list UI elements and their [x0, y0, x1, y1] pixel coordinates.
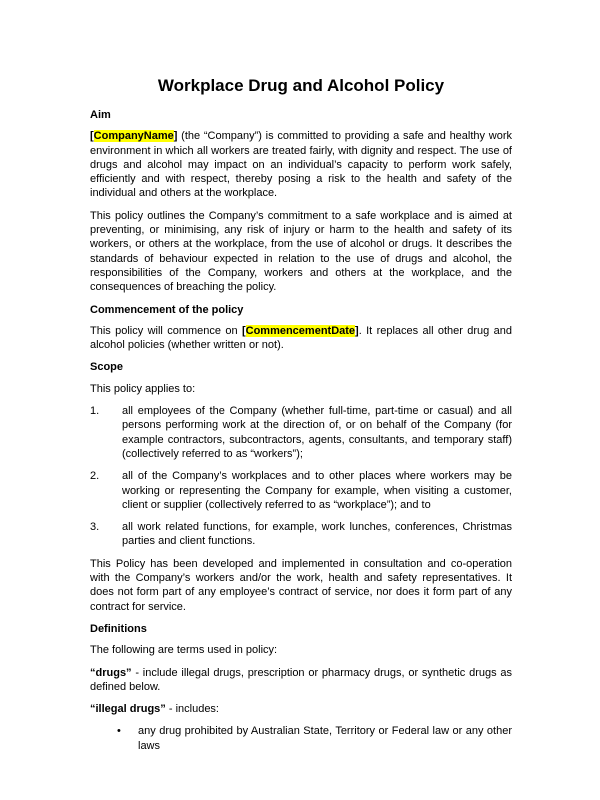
- list-number: 3.: [90, 521, 100, 534]
- company-name-placeholder: CompanyName: [93, 130, 174, 143]
- commencement-text-after: . It replaces all other drug and alcohol policies (whether written or not).: [90, 324, 512, 352]
- scope-heading: Scope: [90, 361, 124, 374]
- commencement-date-placeholder: CommencementDate: [245, 324, 356, 337]
- drugs-definition: [90, 666, 512, 695]
- commencement-heading: Commencement of the policy: [90, 303, 244, 316]
- bullet-icon: •: [117, 725, 121, 738]
- aim-heading: Aim: [90, 109, 111, 121]
- scope-list-item-3: [90, 520, 512, 549]
- commencement-paragraph: [90, 324, 512, 353]
- scope-intro: This policy applies to:: [90, 382, 196, 395]
- document-content: [90, 75, 512, 761]
- aim-paragraph-2: This policy outlines the Company’s commitment to a safe workplace and is aimed at preventing, or minimising, any risk of injury or harm to the health and safety of its workers, or others at the workplace, from the use of alcohol or drugs. It describes the standards of behaviour expected in relation to the use of drugs and alcohol, the responsibilities of the Company, workers and others at the workplace, and the consequences of breaching the policy.: [90, 209, 512, 294]
- drugs-term: “drugs”: [90, 666, 132, 679]
- commencement-text-before: This policy will commence on: [90, 324, 242, 337]
- scope-list-item-2: [90, 469, 512, 512]
- definitions-intro: The following are terms used in policy:: [90, 644, 278, 657]
- list-number: 1.: [90, 405, 100, 418]
- aim-paragraph-1-text: (the “Company”) is committed to providing a safe and healthy work environment in which all workers are treated fairly, with dignity and respect. The use of drugs and alcohol may impact on an individual’s capacity to perform work safely, efficiently and with respect, thereby posing a risk to the health and safety of the individual and others at the workplace.: [90, 130, 512, 200]
- definition-bullet-item: [90, 724, 512, 753]
- scope-outro-paragraph: This Policy has been developed and implemented in consultation and co-operation with the Company’s workers and/or the work, health and safety representatives. It does not form part of any employee’s contract of service, nor does it form part of any contract for service.: [90, 557, 512, 613]
- illegal-drugs-term: “illegal drugs”: [90, 703, 166, 716]
- illegal-drugs-definition-text: - includes:: [165, 703, 219, 716]
- definitions-heading: Definitions: [90, 622, 147, 635]
- list-item-text: all employees of the Company (whether full-time, part-time or casual) and all persons performing work at the direction of, or on behalf of the Company (for example contractors, subcontractors, agents, consultants, and temporary staff) (collectively referred to as “workers”);: [122, 405, 512, 460]
- commencement-date-bracket-open: [: [241, 324, 246, 337]
- aim-paragraph-1: [90, 129, 512, 200]
- list-number: 2.: [90, 470, 100, 483]
- company-name-bracket-close: ]: [173, 130, 178, 143]
- scope-list-item-1: [90, 404, 512, 461]
- illegal-drugs-definition: [90, 702, 512, 716]
- commencement-date-bracket-close: ]: [355, 324, 359, 337]
- list-item-text: all work related functions, for example, work lunches, conferences, Christmas parties and client functions.: [122, 521, 512, 548]
- list-item-text: all of the Company’s workplaces and to other places where workers may be working or representing the Company for example, when visiting a customer, client or supplier (collectively referred to as “workplace”); and to: [122, 470, 512, 511]
- document-title: Workplace Drug and Alcohol Policy: [157, 76, 445, 95]
- company-name-bracket-open: [: [90, 130, 94, 143]
- bullet-item-text: any drug prohibited by Australian State, Territory or Federal law or any other laws: [138, 725, 512, 752]
- drugs-definition-text: - include illegal drugs, prescription or pharmacy drugs, or synthetic drugs as defined below.: [90, 666, 512, 693]
